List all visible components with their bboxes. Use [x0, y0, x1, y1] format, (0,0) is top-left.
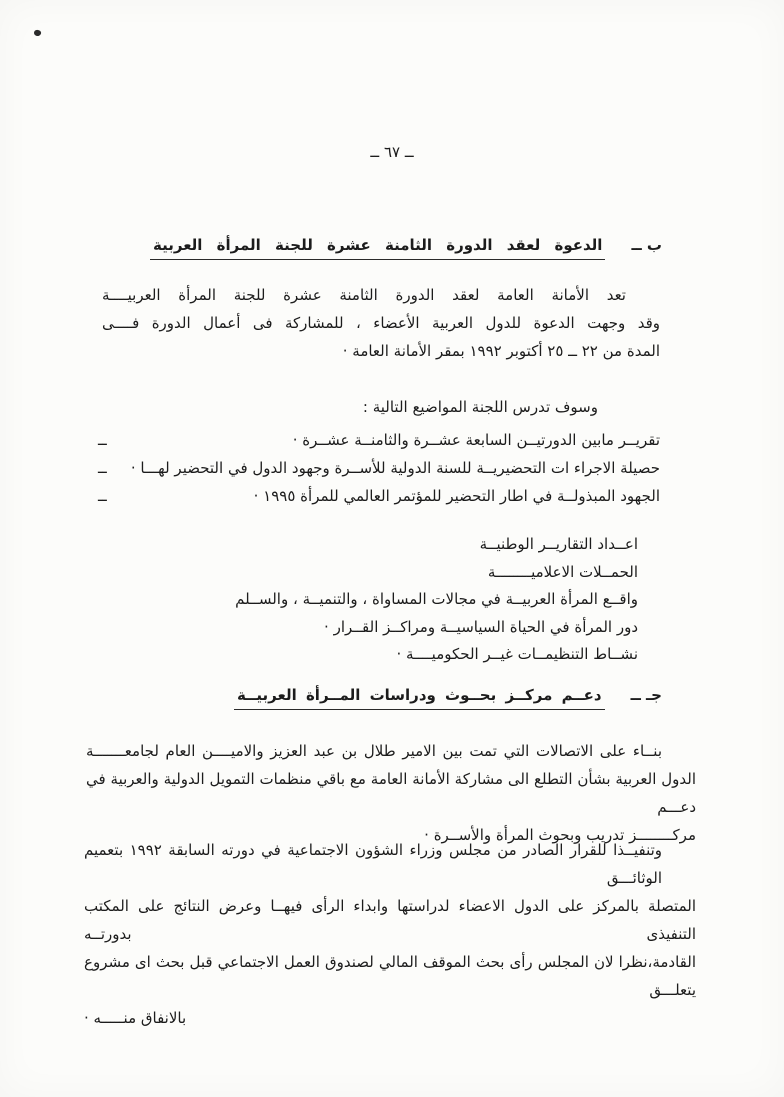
paragraph-line: وقد وجهت الدعوة للدول العربية الأعضاء ، للمشاركة فى أعمال الدورة فــــى — [102, 314, 660, 332]
section-b-marker: ب ــ — [631, 236, 662, 254]
dash-marker: ــ — [98, 459, 107, 477]
paragraph-line: المتصلة بالمركز على الدول الاعضاء لدراستها وابداء الرأى فيهــا وعرض النتائج على المكتب التنفيذى بدورتــه — [84, 897, 696, 943]
subtopic-item: اعــداد التقاريــر الوطنيــة — [479, 535, 638, 553]
subtopic-item: دور المرأة في الحياة السياسيــة ومراكــز القــرار · — [324, 617, 638, 636]
paragraph-line: الدول العربية بشأن التطلع الى مشاركة الأمانة العامة مع باقي منظمات التمويل الدولية والعربية في دعـــم — [86, 770, 696, 816]
section-b-title: الدعوة لعقد الدورة الثامنة عشرة للجنة المرأة العربية — [150, 236, 605, 260]
subtopic-item: واقــع المرأة العربيــة في مجالات المساواة ، والتنميــة ، والســلم — [235, 590, 638, 608]
topic-list-item — [98, 459, 660, 477]
topic-text: حصيلة الاجراء ات التحضيريــة للسنة الدولية للأســرة وجهود الدول في التحضير لهـــا · — [130, 459, 660, 477]
section-c-heading — [234, 686, 662, 710]
topic-list-item — [98, 431, 660, 449]
topic-text: تقريــر مابين الدورتيــن السابعة عشــرة والثامنــة عشــرة · — [292, 431, 660, 449]
paragraph-line: مركــــــــز تدريب وبحوث المرأة والأســرة · — [424, 826, 696, 844]
subtopic-list — [235, 531, 638, 669]
subtopic-item: نشــاط التنظيمــات غيــر الحكوميــــة · — [396, 645, 638, 663]
topic-list-item — [98, 487, 660, 505]
section-c-title: دعــم مركــز بحــوث ودراسات المــرأة العربيــة — [234, 686, 605, 710]
topic-text: الجهود المبذولــة في اطار التحضير للمؤتمر العالمي للمرأة ١٩٩٥ · — [253, 487, 660, 505]
topics-intro-line: وسوف تدرس اللجنة المواضيع التالية : — [362, 398, 598, 416]
scan-artifact — [33, 29, 42, 37]
paragraph-line: وتنفيــذا للقرار الصادر من مجلس وزراء الشؤون الاجتماعية في دورته السابقة ١٩٩٢ بتعميم الوثائـــق — [84, 841, 663, 887]
page-number: ــ ٦٧ ــ — [370, 143, 414, 161]
section-b-heading — [150, 236, 662, 260]
section-c-marker: جـ ــ — [630, 686, 662, 704]
section-c-paragraph-2 — [84, 836, 696, 1032]
dash-marker: ــ — [98, 431, 107, 449]
paragraph-line: تعد الأمانة العامة لعقد الدورة الثامنة عشرة للجنة المرأة العربيــــة — [102, 286, 626, 304]
paragraph-line: القادمة،نظرا لان المجلس رأى بحث الموقف المالي لصندوق العمل الاجتماعي قبل بحث اى مشروع يتعلـــق — [84, 953, 696, 999]
paragraph-line: بنــاء على الاتصالات التي تمت بين الامير طلال بن عبد العزيز والاميــــن العام لجامعـــــــة — [86, 742, 662, 760]
subtopic-item: الحمــلات الاعلاميــــــــة — [487, 562, 638, 581]
section-c-paragraph-1 — [86, 737, 696, 849]
section-b-paragraph — [102, 281, 660, 365]
paragraph-line: بالانفاق منـــــه · — [84, 1009, 187, 1027]
dash-marker: ــ — [98, 487, 107, 505]
paragraph-line: المدة من ٢٢ ــ ٢٥ أكتوبر ١٩٩٢ بمقر الأمانة العامة · — [342, 342, 660, 360]
